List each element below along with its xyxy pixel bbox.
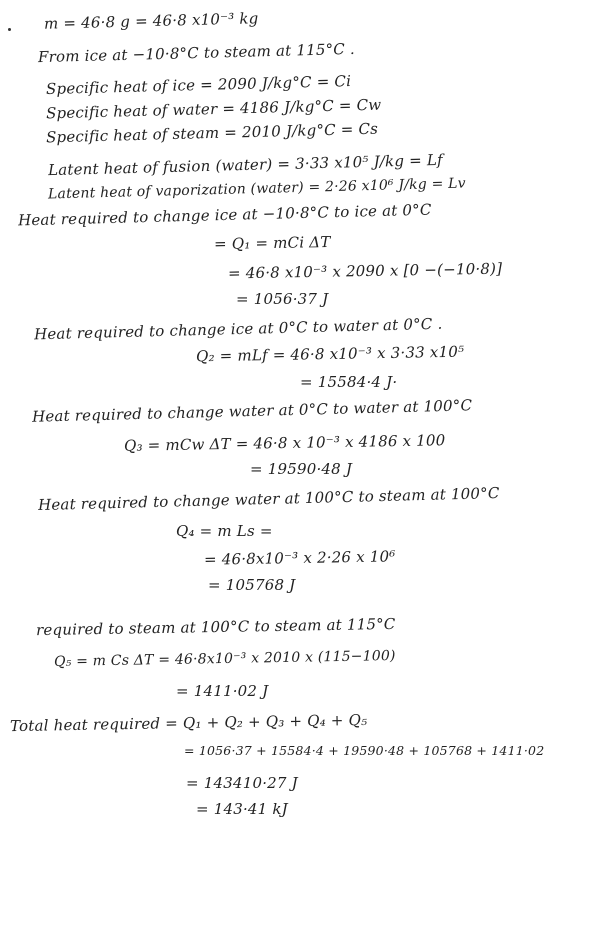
total-kilojoules: = 143·41 kJ [196,800,288,818]
q4-substitution: = 46·8x10⁻³ x 2·26 x 10⁶ [203,547,396,569]
q2-result: = 15584·4 J· [300,373,398,391]
q4-result: = 105768 J [208,576,296,594]
q1-formula: = Q₁ = mCi ΔT [213,232,331,254]
q5-result: = 1411·02 J [176,682,269,700]
latent-heat-fusion: Latent heat of fusion (water) = 3·33 x10⁵ J/kg = Lf [47,150,443,180]
latent-heat-vaporization: Latent heat of vaporization (water) = 2·26 x10⁶ J/kg = Lv [47,175,467,203]
q5-formula: Q₅ = m Cs ΔT = 46·8x10⁻³ x 2010 x (115−100) [53,648,396,670]
total-sum: = 1056·37 + 15584·4 + 19590·48 + 105768 + 1411·02 [184,743,545,758]
specific-heat-ice: Specific heat of ice = 2090 J/kg°C = Ci [45,72,352,98]
q1-substitution: = 46·8 x10⁻³ x 2090 x [0 −(−10·8)] [227,259,503,283]
q5-heading: required to steam at 100°C to steam at 115°C [35,614,396,640]
specific-heat-water: Specific heat of water = 4186 J/kg°C = Cw [45,95,382,123]
q1-heading: Heat required to change ice at −10·8°C to ice at 0°C [17,200,432,230]
q2-heading: Heat required to change ice at 0°C to water at 0°C . [33,314,443,344]
q3-heading: Heat required to change water at 0°C to water at 100°C [31,396,473,426]
q3-result: = 19590·48 J [250,460,353,478]
total-heading: Total heat required = Q₁ + Q₂ + Q₃ + Q₄ + Q₅ [9,710,368,736]
total-joules: = 143410·27 J [186,774,298,792]
q4-heading: Heat required to change water at 100°C to steam at 100°C [37,483,500,515]
q1-result: = 1056·37 J [236,290,329,308]
specific-heat-steam: Specific heat of steam = 2010 J/kg°C = Cs [45,119,379,147]
q4-formula: Q₄ = m Ls = [176,522,273,540]
mass-line: m = 46·8 g = 46·8 x10⁻³ kg [43,9,259,33]
problem-statement: From ice at −10·8°C to steam at 115°C . [37,39,356,67]
q3-formula: Q₃ = mCw ΔT = 46·8 x 10⁻³ x 4186 x 100 [123,431,446,455]
margin-dot [8,28,11,31]
q2-formula: Q₂ = mLf = 46·8 x10⁻³ x 3·33 x10⁵ [195,342,465,366]
